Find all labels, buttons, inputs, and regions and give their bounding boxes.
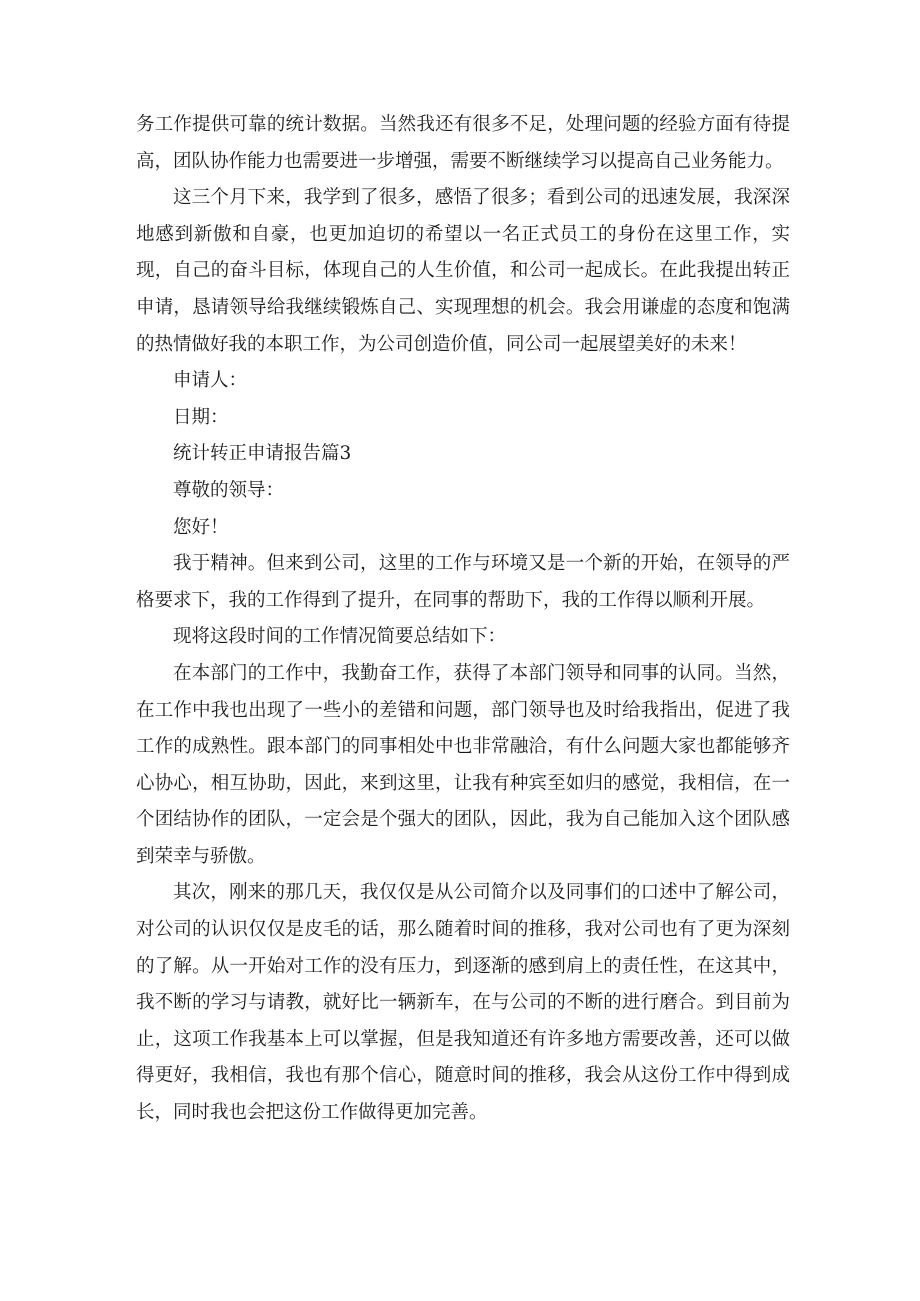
document-page [136, 107, 790, 1132]
paragraph-secondly: 其次，刚来的那几天，我仅仅是从公司简介以及同事们的口述中了解公司，对公司的认识仅仅是皮毛的话，那么随着时间的推移，我对公司也有了更为深刻的了解。从一开始对工作的没有压力，到逐渐的感到肩上的责任性，在这其中，我不断的学习与请教，就好比一辆新车，在与公司的不断的进行磨合。到目前为止，这项工作我基本上可以掌握，但是我知道还有许多地方需要改善，还可以做得更好，我相信，我也有那个信心，随意时间的推移，我会从这份工作中得到成长，同时我也会把这份工作做得更加完善。 [136, 882, 790, 1124]
date-label: 日期： [173, 406, 229, 428]
section-heading: 统计转正申请报告篇3 [173, 443, 352, 465]
paragraph-continuation: 务工作提供可靠的统计数据。当然我还有很多不足，处理问题的经验方面有待提高，团队协作能力也需要进一步增强，需要不断继续学习以提高自己业务能力。 [136, 114, 790, 172]
paragraph-three-months: 这三个月下来，我学到了很多，感悟了很多；看到公司的迅速发展，我深深地感到新傲和自豪，也更加迫切的希望以一名正式员工的身份在这里工作，实现，自己的奋斗目标，体现自己的人生价值，和公司一起成长。在此我提出转正申请，恳请领导给我继续锻炼自己、实现理想的机会。我会用谦虚的态度和饱满的热情做好我的本职工作，为公司创造价值，同公司一起展望美好的未来！ [136, 187, 790, 355]
greeting: 您好！ [173, 516, 229, 538]
applicant-label: 申请人： [173, 370, 248, 392]
paragraph-summary-lead: 现将这段时间的工作情况简要总结如下： [173, 626, 507, 648]
salutation: 尊敬的领导： [173, 479, 285, 501]
paragraph-intro: 我于精神。但来到公司，这里的工作与环境又是一个新的开始，在领导的严格要求下，我的工作得到了提升，在同事的帮助下，我的工作得以顺利开展。 [136, 553, 790, 611]
paragraph-department: 在本部门的工作中，我勤奋工作，获得了本部门领导和同事的认同。当然，在工作中我也出现了一些小的差错和问题，部门领导也及时给我指出，促进了我工作的成熟性。跟本部门的同事相处中也非常融洽，有什么问题大家也都能够齐心协心，相互协助，因此，来到这里，让我有种宾至如归的感觉，我相信，在一个团结协作的团队，一定会是个强大的团队，因此，我为自己能加入这个团队感到荣幸与骄傲。 [136, 662, 790, 867]
